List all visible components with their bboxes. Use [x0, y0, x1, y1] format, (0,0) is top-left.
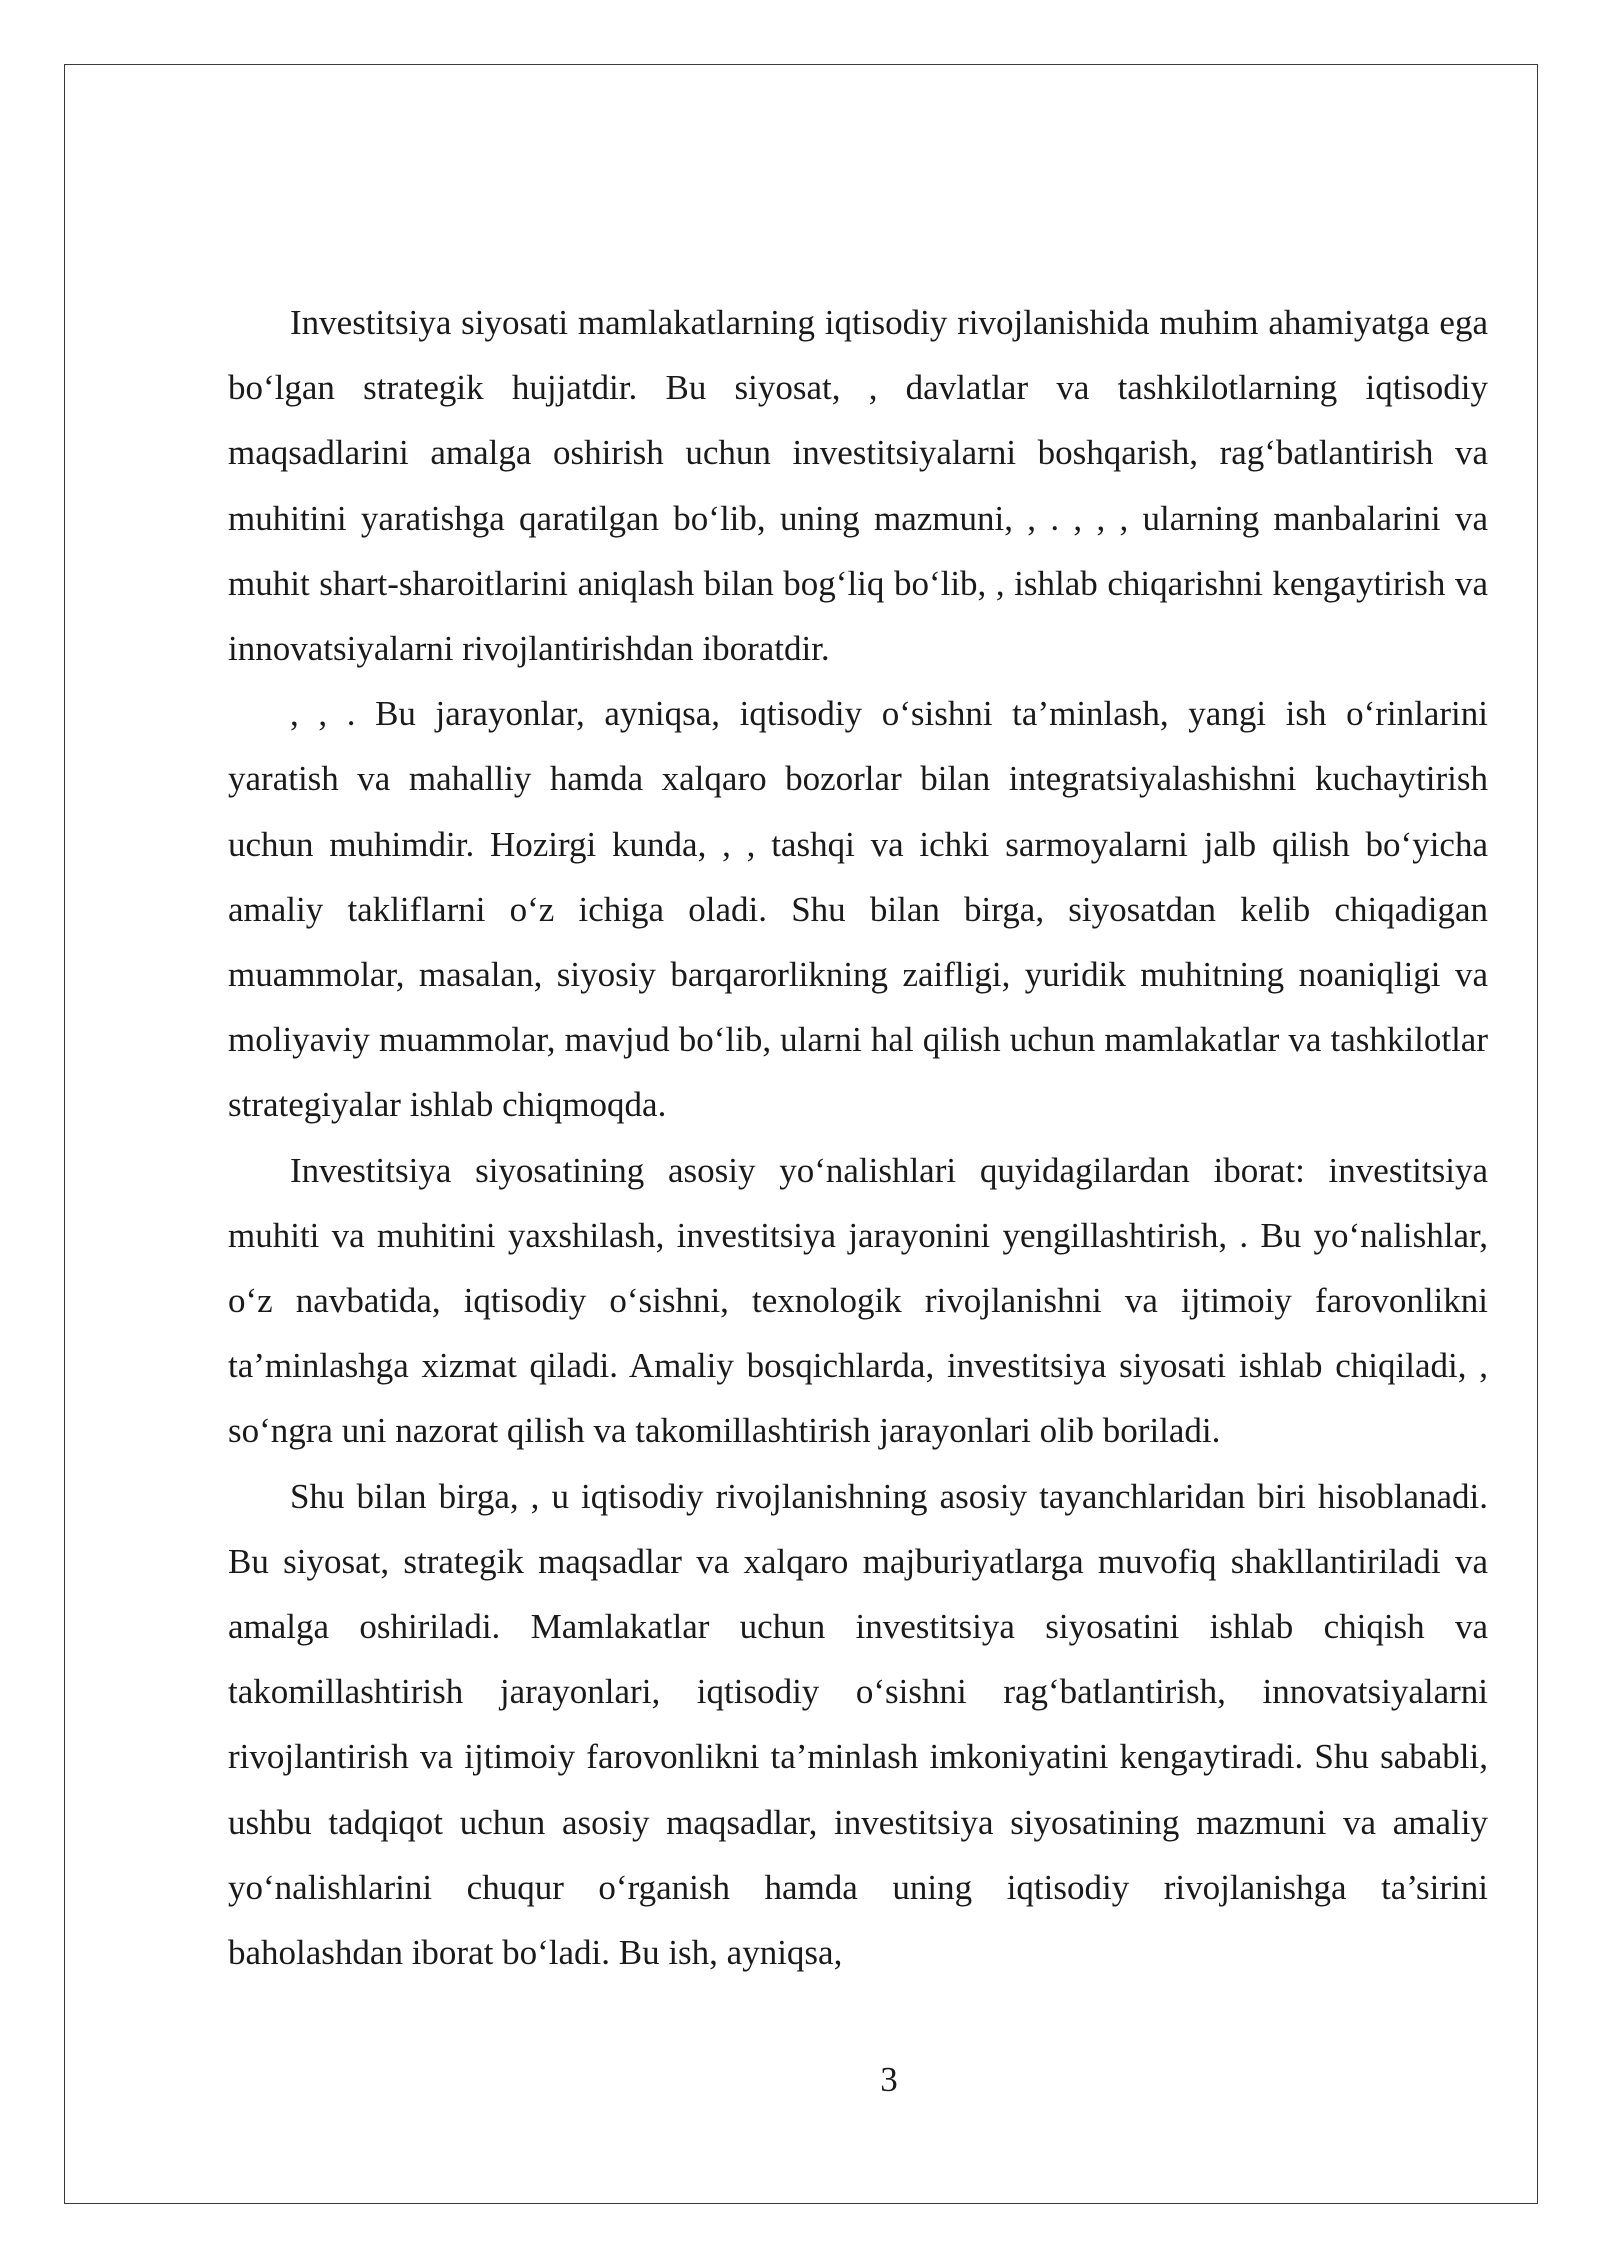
page-number: 3	[880, 2060, 898, 2099]
paragraph-3: Investitsiya siyosatining asosiy yo‘nalishlari quyidagilardan iborat: investitsiya muhiti va muhitini yaxshilash, investitsiya jarayonini yengillashtirish, . Bu yo‘nalishlar, o‘z navbatida, iqtisodiy o‘sishni, texnologik rivojlanishni va ijtimoiy farovonlikni ta’minlashga xizmat qiladi. Amaliy bosqichlarda, investitsiya siyosati ishlab chiqiladi, , so‘ngra uni nazorat qilish va takomillashtirish jarayonlari olib boriladi.	[228, 1150, 1488, 1451]
paragraph-1: Investitsiya siyosati mamlakatlarning iqtisodiy rivojlanishida muhim ahamiyatga ega bo‘lgan strategik hujjatdir. Bu siyosat, , davlatlar va tashkilotlarning iqtisodiy maqsadlarini amalga oshirish uchun investitsiyalarni boshqarish, rag‘batlantirish va muhitini yaratishga qaratilgan bo‘lib, uning mazmuni, , . , , , ularning manbalarini va muhit shart-sharoitlarini aniqlash bilan bog‘liq bo‘lib, , ishlab chiqarishni kengaytirish va innovatsiyalarni rivojlantirishdan iboratdir.	[228, 303, 1488, 669]
paragraph-2: , , . Bu jarayonlar, ayniqsa, iqtisodiy o‘sishni ta’minlash, yangi ish o‘rinlarini yaratish va mahalliy hamda xalqaro bozorlar bilan integratsiyalashishni kuchaytirish uchun muhimdir. Hozirgi kunda, , , tashqi va ichki sarmoyalarni jalb qilish bo‘yicha amaliy takliflarni o‘z ichiga oladi. Shu bilan birga, siyosatdan kelib chiqadigan muammolar, masalan, siyosiy barqarorlikning zaifligi, yuridik muhitning noaniqligi va moliyaviy muammolar, mavjud bo‘lib, ularni hal qilish uchun mamlakatlar va tashkilotlar strategiyalar ishlab chiqmoqda.	[228, 694, 1488, 1125]
paragraph-4: Shu bilan birga, , u iqtisodiy rivojlanishning asosiy tayanchlaridan biri hisoblanadi. Bu siyosat, strategik maqsadlar va xalqaro majburiyatlarga muvofiq shakllantiriladi va amalga oshiriladi. Mamlakatlar uchun investitsiya siyosatini ishlab chiqish va takomillashtirish jarayonlari, iqtisodiy o‘sishni rag‘batlantirish, innovatsiyalarni rivojlantirish va ijtimoiy farovonlikni ta’minlash imkoniyatini kengaytiradi. Shu sababli, ushbu tadqiqot uchun asosiy maqsadlar, investitsiya siyosatining mazmuni va amaliy yo‘nalishlarini chuqur o‘rganish hamda uning iqtisodiy rivojlanishga ta’sirini baholashdan iborat bo‘ladi. Bu ish, ayniqsa,	[228, 1476, 1488, 1973]
document-body	[228, 290, 1488, 1985]
